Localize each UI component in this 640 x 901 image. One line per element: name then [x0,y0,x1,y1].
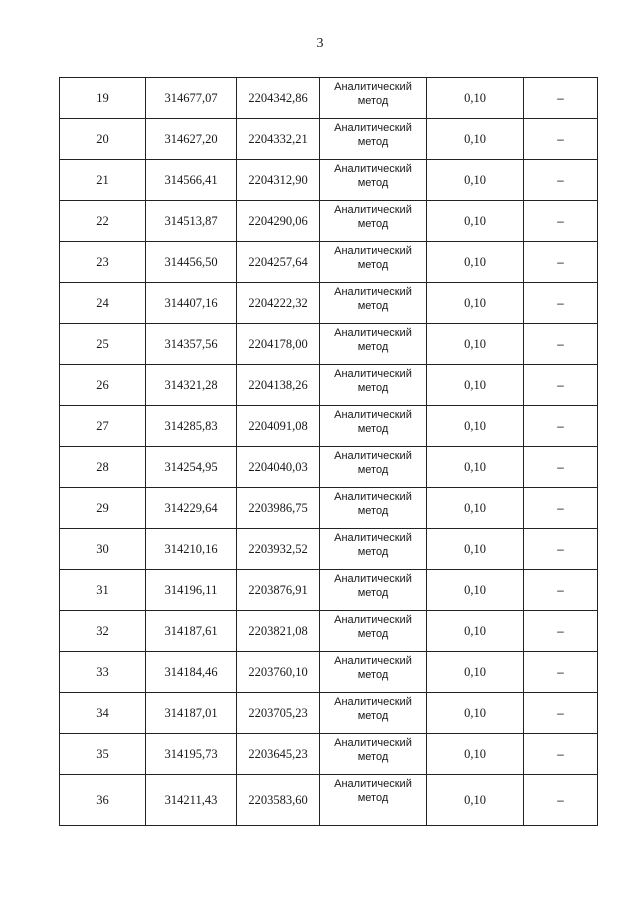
note-text: – [557,664,564,679]
note-cell [524,201,598,242]
note-text: – [557,213,564,228]
note-text: – [557,541,564,556]
note-text: – [557,500,564,515]
note-text: – [557,623,564,638]
method-text: Аналитический метод [334,204,412,230]
point-number-cell [60,406,146,447]
note-cell [524,652,598,693]
note-text: – [557,459,564,474]
x-coordinate-text: 314210,16 [164,541,218,556]
method-cell [320,488,427,529]
accuracy-cell [427,201,524,242]
table-row [60,283,598,324]
y-coordinate-cell [237,119,320,160]
table-row [60,734,598,775]
point-number-cell [60,242,146,283]
point-number-cell [60,447,146,488]
method-cell [320,324,427,365]
x-coordinate-cell [146,406,237,447]
note-text: – [557,418,564,433]
y-coordinate-text: 2204290,06 [248,213,308,228]
point-number-text: 20 [96,131,109,146]
y-coordinate-text: 2203821,08 [248,623,308,638]
note-cell [524,119,598,160]
accuracy-text: 0,10 [464,623,486,638]
note-text: – [557,336,564,351]
note-cell [524,488,598,529]
y-coordinate-text: 2204312,90 [248,172,308,187]
point-number-text: 23 [96,254,109,269]
note-text: – [557,131,564,146]
table-row [60,570,598,611]
method-cell [320,652,427,693]
method-text: Аналитический метод [334,532,412,558]
x-coordinate-cell [146,775,237,826]
x-coordinate-cell [146,201,237,242]
table-row [60,611,598,652]
table-row [60,529,598,570]
x-coordinate-text: 314566,41 [164,172,218,187]
accuracy-cell [427,447,524,488]
y-coordinate-cell [237,201,320,242]
point-number-cell [60,775,146,826]
note-cell [524,693,598,734]
method-cell [320,365,427,406]
method-text: Аналитический метод [334,491,412,517]
accuracy-text: 0,10 [464,459,486,474]
y-coordinate-text: 2204257,64 [248,254,308,269]
x-coordinate-cell [146,78,237,119]
point-number-cell [60,365,146,406]
note-cell [524,529,598,570]
x-coordinate-cell [146,488,237,529]
accuracy-cell [427,693,524,734]
method-text: Аналитический метод [334,327,412,353]
x-coordinate-text: 314513,87 [164,213,218,228]
point-number-text: 25 [96,336,109,351]
method-text: Аналитический метод [334,778,412,804]
page-number: 3 [316,36,324,51]
method-text: Аналитический метод [334,573,412,599]
x-coordinate-text: 314321,28 [164,377,218,392]
x-coordinate-cell [146,693,237,734]
y-coordinate-cell [237,529,320,570]
y-coordinate-cell [237,365,320,406]
accuracy-cell [427,78,524,119]
accuracy-cell [427,570,524,611]
x-coordinate-text: 314627,20 [164,131,218,146]
note-cell [524,734,598,775]
point-number-text: 28 [96,459,109,474]
note-text: – [557,705,564,720]
x-coordinate-text: 314254,95 [164,459,218,474]
table-row [60,201,598,242]
note-text: – [557,90,564,105]
y-coordinate-text: 2203932,52 [248,541,308,556]
accuracy-text: 0,10 [464,664,486,679]
table-row [60,119,598,160]
y-coordinate-text: 2203760,10 [248,664,308,679]
accuracy-cell [427,488,524,529]
x-coordinate-cell [146,119,237,160]
table-row [60,488,598,529]
method-text: Аналитический метод [334,655,412,681]
point-number-cell [60,283,146,324]
y-coordinate-cell [237,447,320,488]
point-number-cell [60,488,146,529]
y-coordinate-cell [237,775,320,826]
method-cell [320,775,427,826]
method-cell [320,611,427,652]
table-row [60,406,598,447]
accuracy-text: 0,10 [464,500,486,515]
point-number-text: 29 [96,500,109,515]
method-text: Аналитический метод [334,368,412,394]
x-coordinate-cell [146,570,237,611]
x-coordinate-cell [146,160,237,201]
y-coordinate-cell [237,283,320,324]
point-number-text: 26 [96,377,109,392]
y-coordinate-cell [237,406,320,447]
method-cell [320,693,427,734]
accuracy-cell [427,406,524,447]
table-row [60,242,598,283]
note-cell [524,447,598,488]
table-row [60,693,598,734]
accuracy-text: 0,10 [464,377,486,392]
y-coordinate-cell [237,324,320,365]
point-number-text: 34 [96,705,109,720]
y-coordinate-text: 2204138,26 [248,377,308,392]
note-cell [524,78,598,119]
accuracy-text: 0,10 [464,213,486,228]
table-row [60,775,598,826]
y-coordinate-text: 2204040,03 [248,459,308,474]
y-coordinate-text: 2203705,23 [248,705,308,720]
x-coordinate-cell [146,365,237,406]
point-number-text: 27 [96,418,109,433]
method-text: Аналитический метод [334,286,412,312]
point-number-text: 33 [96,664,109,679]
point-number-cell [60,529,146,570]
point-number-cell [60,570,146,611]
note-text: – [557,792,564,807]
point-number-cell [60,160,146,201]
x-coordinate-text: 314229,64 [164,500,218,515]
point-number-cell [60,652,146,693]
point-number-text: 30 [96,541,109,556]
y-coordinate-cell [237,570,320,611]
method-cell [320,447,427,488]
y-coordinate-text: 2203645,23 [248,746,308,761]
method-cell [320,406,427,447]
x-coordinate-text: 314184,46 [164,664,218,679]
x-coordinate-text: 314285,83 [164,418,218,433]
point-number-text: 19 [96,90,109,105]
y-coordinate-cell [237,160,320,201]
note-cell [524,775,598,826]
x-coordinate-text: 314407,16 [164,295,218,310]
method-text: Аналитический метод [334,450,412,476]
accuracy-cell [427,242,524,283]
table-row [60,78,598,119]
y-coordinate-text: 2204332,21 [248,131,308,146]
accuracy-text: 0,10 [464,336,486,351]
accuracy-text: 0,10 [464,582,486,597]
point-number-cell [60,693,146,734]
x-coordinate-cell [146,324,237,365]
point-number-text: 22 [96,213,109,228]
point-number-text: 31 [96,582,109,597]
y-coordinate-text: 2203583,60 [248,792,308,807]
method-text: Аналитический метод [334,696,412,722]
method-cell [320,734,427,775]
accuracy-text: 0,10 [464,131,486,146]
accuracy-cell [427,365,524,406]
x-coordinate-cell [146,283,237,324]
note-text: – [557,254,564,269]
table-row [60,447,598,488]
x-coordinate-text: 314187,61 [164,623,218,638]
method-cell [320,242,427,283]
accuracy-text: 0,10 [464,172,486,187]
x-coordinate-text: 314677,07 [164,90,218,105]
method-text: Аналитический метод [334,245,412,271]
accuracy-text: 0,10 [464,746,486,761]
method-text: Аналитический метод [334,163,412,189]
y-coordinate-cell [237,693,320,734]
note-cell [524,406,598,447]
accuracy-text: 0,10 [464,418,486,433]
point-number-text: 32 [96,623,109,638]
point-number-cell [60,611,146,652]
point-number-text: 35 [96,746,109,761]
point-number-text: 21 [96,172,109,187]
accuracy-cell [427,734,524,775]
table-row [60,652,598,693]
method-cell [320,201,427,242]
method-text: Аналитический метод [334,122,412,148]
note-text: – [557,295,564,310]
accuracy-cell [427,283,524,324]
x-coordinate-cell [146,734,237,775]
method-text: Аналитический метод [334,614,412,640]
y-coordinate-cell [237,611,320,652]
y-coordinate-text: 2203986,75 [248,500,308,515]
accuracy-text: 0,10 [464,705,486,720]
method-cell [320,160,427,201]
point-number-cell [60,201,146,242]
coordinates-table [59,77,598,826]
accuracy-text: 0,10 [464,90,486,105]
note-cell [524,242,598,283]
accuracy-cell [427,119,524,160]
accuracy-text: 0,10 [464,792,486,807]
point-number-cell [60,324,146,365]
y-coordinate-cell [237,488,320,529]
accuracy-cell [427,611,524,652]
method-cell [320,119,427,160]
note-cell [524,283,598,324]
note-cell [524,611,598,652]
x-coordinate-cell [146,447,237,488]
y-coordinate-text: 2204222,32 [248,295,308,310]
table-row [60,324,598,365]
accuracy-cell [427,775,524,826]
note-cell [524,570,598,611]
accuracy-cell [427,324,524,365]
point-number-cell [60,734,146,775]
accuracy-cell [427,160,524,201]
note-cell [524,324,598,365]
y-coordinate-text: 2204091,08 [248,418,308,433]
method-cell [320,529,427,570]
x-coordinate-cell [146,611,237,652]
accuracy-text: 0,10 [464,295,486,310]
x-coordinate-text: 314196,11 [164,582,218,597]
accuracy-text: 0,10 [464,254,486,269]
x-coordinate-text: 314357,56 [164,336,218,351]
note-text: – [557,582,564,597]
note-cell [524,365,598,406]
method-text: Аналитический метод [334,81,412,107]
y-coordinate-cell [237,78,320,119]
accuracy-cell [427,529,524,570]
method-cell [320,570,427,611]
method-cell [320,78,427,119]
point-number-cell [60,119,146,160]
accuracy-text: 0,10 [464,541,486,556]
method-text: Аналитический метод [334,409,412,435]
y-coordinate-text: 2204342,86 [248,90,308,105]
note-cell [524,160,598,201]
x-coordinate-text: 314195,73 [164,746,218,761]
method-cell [320,283,427,324]
coordinates-table-body [60,78,598,826]
note-text: – [557,172,564,187]
table-row [60,365,598,406]
table-row [60,160,598,201]
point-number-cell [60,78,146,119]
x-coordinate-cell [146,242,237,283]
y-coordinate-cell [237,242,320,283]
x-coordinate-text: 314211,43 [164,792,218,807]
point-number-text: 36 [96,792,109,807]
point-number-text: 24 [96,295,109,310]
note-text: – [557,377,564,392]
note-text: – [557,746,564,761]
y-coordinate-cell [237,734,320,775]
x-coordinate-cell [146,652,237,693]
x-coordinate-text: 314456,50 [164,254,218,269]
y-coordinate-cell [237,652,320,693]
y-coordinate-text: 2203876,91 [248,582,308,597]
x-coordinate-text: 314187,01 [164,705,218,720]
method-text: Аналитический метод [334,737,412,763]
accuracy-cell [427,652,524,693]
y-coordinate-text: 2204178,00 [248,336,308,351]
x-coordinate-cell [146,529,237,570]
